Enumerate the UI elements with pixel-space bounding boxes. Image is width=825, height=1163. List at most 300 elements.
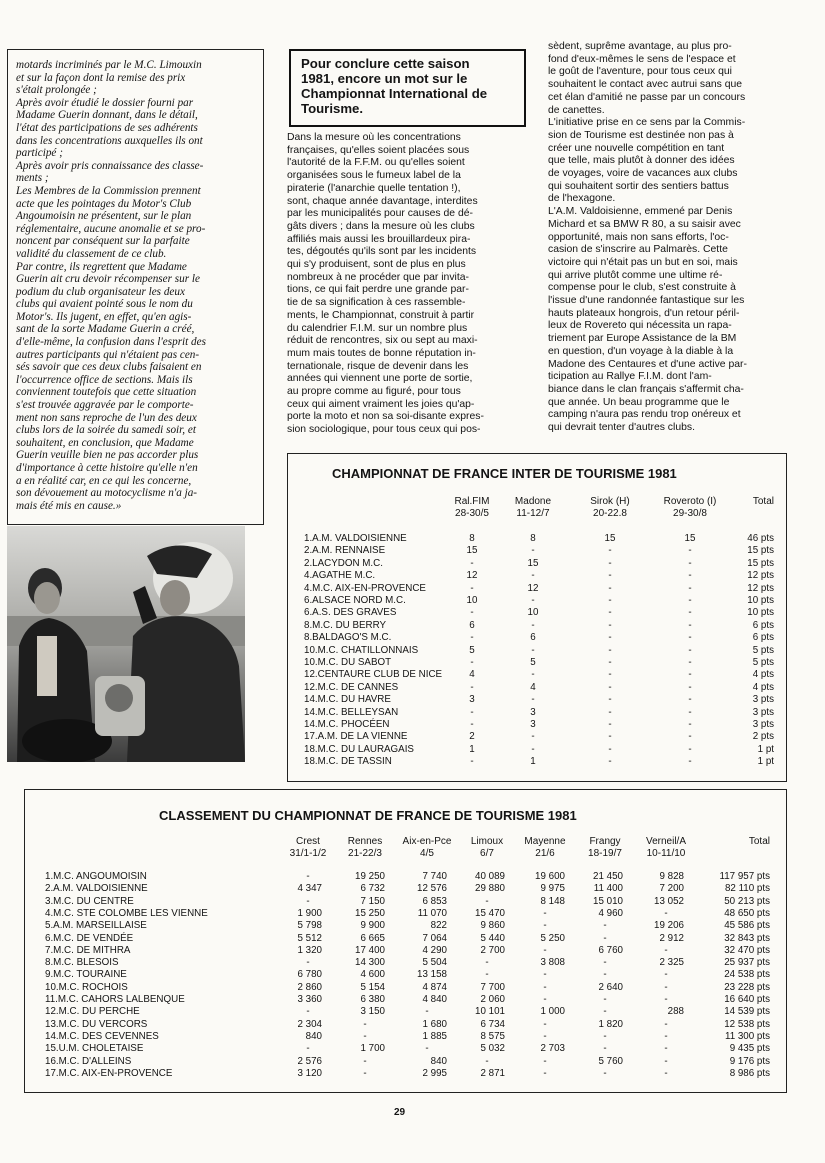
section-heading-box: Pour conclure cette saison 1981, encore un mot sur le Championnat International de Tourisme. [289,49,526,127]
classement-row-cell: - [664,1030,668,1042]
inter-row-cell: - [688,719,692,730]
inter-row-cell: - [688,694,692,706]
classement-row-cell: 5 760 [598,1055,623,1067]
inter-row-cell: - [608,719,612,730]
inter-row-cell: - [470,607,474,619]
inter-row-cell: 10 [466,595,478,606]
inter-row-total: 3 pts [752,706,774,718]
inter-row-cell: - [608,694,612,706]
inter-tourisme-table [287,453,787,782]
classement-row-cell: - [485,957,489,969]
inter-row-cell: 8 [530,533,536,544]
inter-row-cell: 6 [530,632,536,644]
inter-row-cell: 2 [469,731,475,743]
classement-row-cell: 2 640 [598,981,623,993]
inter-row-cell: - [531,694,535,706]
classement-row-cell: 7 150 [360,895,385,907]
inter-row-cell: - [688,731,692,743]
classement-row-club: 16.M.C. D'ALLEINS [45,1055,132,1067]
classement-header-total: Total [748,836,770,847]
inter-row-cell: - [688,681,692,693]
classement-header-0: Crest [296,836,320,847]
inter-row-cell: - [608,595,612,606]
classement-row-cell: 5 504 [422,957,447,969]
classement-row-cell: 12 576 [417,883,447,895]
inter-row-cell: - [688,570,692,582]
classement-row-club: 5.A.M. MARSEILLAISE [45,920,147,932]
classement-header-date-2: 4/5 [420,848,434,859]
inter-row-cell: - [688,545,692,557]
inter-row-cell: - [688,743,692,755]
classement-row-total: 9 435 pts [729,1043,770,1055]
inter-row-cell: - [608,632,612,644]
inter-row-club: 18.M.C. DE TASSIN [304,756,392,768]
inter-row-total: 4 pts [752,669,774,681]
inter-row-cell: - [531,570,535,582]
inter-row-cell: - [688,657,692,668]
inter-row-club: 12.M.C. DE CANNES [304,681,399,693]
inter-row-cell: 4 [469,669,475,681]
classement-row-cell: 13 158 [417,969,447,981]
inter-row-cell: - [688,582,692,594]
inter-row-cell: - [608,582,612,594]
classement-row-cell: 1 000 [540,1006,565,1018]
inter-header-1: Madone [514,496,552,507]
inter-row-cell: - [688,644,692,656]
inter-row-cell: 15 [684,533,696,544]
classement-row-cell: - [603,1030,607,1042]
classement-row-total: 24 538 pts [724,969,770,981]
inter-row-cell: - [688,619,692,631]
classement-row-cell: 2 860 [297,981,322,993]
classement-row-cell: - [664,969,668,981]
classement-row-cell: 288 [667,1006,684,1018]
inter-row-club: 6.A.S. DES GRAVES [304,607,397,619]
classement-row-cell: 1 700 [360,1043,385,1055]
inter-header-date-3: 29-30/8 [673,508,707,519]
inter-row-cell: - [470,706,474,718]
inter-row-cell: - [531,619,535,631]
inter-row-club: 14.M.C. DU HAVRE [304,694,391,706]
classement-row-cell: - [543,1067,547,1079]
inter-row-cell: 3 [530,719,536,730]
classement-row-cell: 19 600 [535,871,565,882]
classement-row-cell: 4 290 [422,944,447,956]
inter-row-cell: 3 [530,706,536,718]
classement-row-cell: - [306,1006,310,1018]
inter-row-cell: 8 [469,533,475,544]
inter-row-cell: - [688,595,692,606]
inter-row-cell: - [608,644,612,656]
inter-row-cell: - [470,719,474,730]
inter-row-club: 4.AGATHE M.C. [304,570,376,582]
classement-row-cell: 5 798 [297,920,322,932]
classement-row-club: 12.M.C. DU PERCHE [45,1006,140,1018]
inter-row-total: 1 pt [757,743,774,755]
inter-row-total: 4 pts [752,681,774,693]
classement-row-cell: 2 304 [297,1018,322,1030]
inter-row-cell: 1 [530,756,536,768]
classement-row-cell: 8 148 [540,895,565,907]
classement-row-cell: 14 300 [355,957,385,969]
classement-header-1: Rennes [347,836,383,847]
inter-row-club: 8.BALDAGO'S M.C. [304,632,392,644]
classement-row-cell: - [363,1055,367,1067]
classement-row-cell: - [306,957,310,969]
inter-row-cell: - [470,756,474,768]
inter-row-total: 1 pt [757,756,774,768]
classement-row-cell: 840 [305,1030,322,1042]
classement-row-cell: - [603,994,607,1005]
classement-row-total: 82 110 pts [724,883,770,895]
classement-header-date-3: 6/7 [480,848,494,859]
inter-row-total: 46 pts [747,533,774,544]
classement-row-cell: - [543,1055,547,1067]
classement-row-cell: 11 070 [417,907,447,919]
classement-row-cell: 4 600 [360,969,385,981]
classement-header-date-0: 31/1-1/2 [289,848,327,859]
classement-row-club: 11.M.C. CAHORS LALBENQUE [45,994,185,1005]
classement-row-cell: 21 450 [593,871,623,882]
classement-row-club: 3.M.C. DU CENTRE [45,895,134,907]
inter-row-club: 2.A.M. RENNAISE [304,545,386,557]
classement-row-cell: 1 820 [598,1018,623,1030]
classement-row-cell: - [603,920,607,932]
inter-row-total: 12 pts [747,582,774,594]
inter-row-club: 2.LACYDON M.C. [304,557,383,569]
classement-row-cell: 9 900 [360,920,385,932]
classement-row-cell: - [664,994,668,1005]
classement-row-total: 117 957 pts [719,871,770,882]
classement-row-cell: 5 250 [540,932,565,944]
classement-row-cell: - [425,1043,429,1055]
inter-row-cell: 12 [466,570,478,582]
inter-row-cell: - [531,743,535,755]
inter-row-cell: - [688,706,692,718]
classement-row-cell: 5 440 [480,932,505,944]
inter-row-club: 14.M.C. PHOCÉEN [304,719,390,730]
classement-row-total: 23 228 pts [724,981,770,993]
classement-row-cell: 5 512 [297,932,322,944]
classement-row-cell: 3 360 [297,994,322,1005]
inter-row-cell: - [608,706,612,718]
classement-row-cell: 5 032 [480,1043,505,1055]
classement-row-cell: - [603,1067,607,1079]
inter-row-total: 6 pts [752,632,774,644]
classement-row-club: 15.U.M. CHOLETAISE [45,1043,144,1055]
inter-header-2: Sirok (H) [590,496,630,507]
classement-row-cell: 1 885 [422,1030,447,1042]
classement-header-2: Aix-en-Pce [402,836,452,847]
classement-row-total: 11 300 pts [724,1030,770,1042]
classement-row-cell: 15 250 [355,907,385,919]
classement-row-cell: 1 680 [422,1018,447,1030]
classement-row-cell: 11 400 [593,883,623,895]
inter-row-cell: 4 [530,681,536,693]
classement-row-cell: - [543,1018,547,1030]
inter-row-club: 6.ALSACE NORD M.C. [304,595,406,606]
classement-row-cell: 7 064 [422,932,447,944]
classement-row-cell: 6 732 [360,883,385,895]
classement-row-cell: - [543,920,547,932]
inter-row-total: 2 pts [752,731,774,743]
classement-row-cell: 19 206 [654,920,684,932]
inter-row-cell: - [531,669,535,681]
classement-row-total: 32 470 pts [724,944,770,956]
classement-row-cell: 4 347 [297,883,322,895]
inter-row-club: 1.A.M. VALDOISIENNE [304,533,407,544]
classement-row-total: 8 986 pts [729,1067,770,1079]
classement-row-cell: - [543,907,547,919]
classement-row-cell: 6 665 [360,932,385,944]
classement-row-cell: 3 120 [297,1067,322,1079]
classement-header-4: Mayenne [524,836,566,847]
inter-row-cell: - [470,557,474,569]
classement-row-cell: - [485,969,489,981]
classement-row-cell: - [664,1018,668,1030]
inter-row-total: 10 pts [747,595,774,606]
classement-row-cell: 17 400 [355,944,385,956]
classement-row-cell: 2 995 [422,1067,447,1079]
classement-row-cell: 4 874 [422,981,447,993]
inter-row-club: 12.CENTAURE CLUB DE NICE [304,669,443,681]
inter-row-cell: - [608,731,612,743]
classement-row-cell: - [664,1067,668,1079]
inter-row-cell: - [531,731,535,743]
inter-header-date-1: 11-12/7 [516,508,550,519]
inter-header-date-0: 28-30/5 [455,508,489,519]
inter-row-cell: - [531,595,535,606]
inter-header-3: Roveroto (I) [663,496,717,507]
inter-row-cell: - [608,669,612,681]
classement-row-cell: - [603,957,607,969]
inter-row-cell: - [608,570,612,582]
classement-row-club: 14.M.C. DES CEVENNES [45,1030,159,1042]
classement-header-6: Verneil/A [645,836,687,847]
classement-row-cell: 15 010 [593,895,623,907]
classement-row-cell: - [543,944,547,956]
inter-row-cell: - [470,582,474,594]
inter-row-cell: - [531,644,535,656]
classement-row-cell: 7 700 [480,981,505,993]
inter-row-cell: 5 [469,644,475,656]
classement-header-3: Limoux [470,836,504,847]
left-article-box [7,49,264,525]
inter-row-cell: - [688,557,692,569]
classement-header-5: Frangy [589,836,621,847]
classement-row-total: 32 843 pts [724,932,770,944]
classement-row-cell: 9 975 [540,883,565,895]
classement-row-club: 10.M.C. ROCHOIS [45,981,128,993]
classement-row-cell: 13 052 [654,895,684,907]
inter-row-club: 14.M.C. BELLEYSAN [304,706,399,718]
classement-header-date-4: 21/6 [535,848,555,859]
classement-row-cell: 6 380 [360,994,385,1005]
classement-row-club: 9.M.C. TOURAINE [45,969,127,981]
classement-row-cell: 7 740 [422,871,447,882]
classement-row-cell: 7 200 [659,883,684,895]
inter-row-total: 15 pts [747,557,774,569]
classement-row-total: 45 586 pts [724,920,770,932]
classement-row-cell: 8 575 [480,1030,505,1042]
classement-row-club: 7.M.C. DE MITHRA [45,944,131,956]
classement-row-cell: - [603,1043,607,1055]
classement-row-cell: - [603,969,607,981]
classement-table-title: CLASSEMENT DU CHAMPIONNAT DE FRANCE DE TOURISME 1981 [159,808,577,823]
inter-row-cell: - [688,607,692,619]
classement-row-cell: - [664,907,668,919]
classement-row-cell: - [664,1043,668,1055]
inter-row-club: 17.A.M. DE LA VIENNE [304,731,408,743]
inter-row-club: 10.M.C. CHATILLONNAIS [304,644,419,656]
classement-header-date-6: 10-11/10 [646,848,686,859]
inter-row-cell: - [470,657,474,668]
classement-row-cell: - [363,1030,367,1042]
classement-row-cell: - [306,1043,310,1055]
classement-row-cell: - [664,981,668,993]
inter-row-total: 10 pts [747,607,774,619]
classement-row-cell: 40 089 [475,871,505,882]
classement-row-club: 4.M.C. STE COLOMBE LES VIENNE [45,907,208,919]
classement-row-cell: - [485,895,489,907]
classement-row-cell: - [543,981,547,993]
classement-row-cell: - [664,944,668,956]
inter-row-cell: 15 [604,533,616,544]
classement-row-cell: 1 320 [297,944,322,956]
classement-row-club: 8.M.C. BLESOIS [45,957,119,969]
classement-row-cell: 822 [430,920,447,932]
inter-row-cell: - [608,607,612,619]
classement-row-cell: 2 325 [659,957,684,969]
inter-row-cell: - [688,669,692,681]
classement-row-cell: - [543,1030,547,1042]
inter-row-cell: - [608,619,612,631]
motorcyclists-photo [7,526,245,762]
inter-row-total: 3 pts [752,694,774,706]
classement-row-cell: 6 853 [422,895,447,907]
classement-row-cell: 2 700 [480,944,505,956]
classement-row-cell: - [425,1006,429,1018]
classement-row-club: 1.M.C. ANGOUMOISIN [45,871,147,882]
classement-row-cell: 2 703 [540,1043,565,1055]
classement-row-cell: - [543,969,547,981]
classement-row-club: 2.A.M. VALDOISIENNE [45,883,148,895]
classement-row-cell: - [543,994,547,1005]
classement-row-cell: 9 828 [659,871,684,882]
inter-row-total: 5 pts [752,657,774,668]
classement-row-cell: 10 101 [475,1006,505,1018]
inter-header-0: Ral.FIM [454,496,490,507]
classement-row-total: 14 539 pts [724,1006,770,1018]
classement-header-date-1: 21-22/3 [348,848,382,859]
classement-row-cell: 6 760 [598,944,623,956]
inter-row-cell: - [608,756,612,768]
classement-row-total: 16 640 pts [724,994,770,1005]
inter-row-cell: 1 [469,743,475,755]
inter-row-club: 10.M.C. DU SABOT [304,657,392,668]
classement-row-total: 50 213 pts [724,895,770,907]
classement-row-club: 13.M.C. DU VERCORS [45,1018,148,1030]
classement-row-total: 25 937 pts [724,957,770,969]
classement-row-total: 48 650 pts [724,907,770,919]
inter-row-cell: - [608,657,612,668]
classement-row-cell: 3 150 [360,1006,385,1018]
classement-row-club: 6.M.C. DE VENDÉE [45,932,134,944]
right-article-text: sèdent, suprême avantage, au plus pro- fond d'eux-mêmes le sens de l'espace et le goût de l'aventure, pour tous ceux qui souhaitent le contact avec autrui sans que cet élan d'amitié ne passe par un concours de canettes. L'initiative prise en ce sens par la Commis- sion de Tourisme est destinée non pas à créer une nouvelle compétition en tant que telle, mais plutôt à donner des idées de voyages, voire de vacances aux clubs qui souhaitent sortir des sentiers battus de l'hexagone. L'A.M. Valdoisienne, emmené par Denis Michard et sa BMW R 80, a su saisir avec opportunité, mais non sans efforts, l'oc- casion de s'inscrire au Palmarès. Cette victoire qui n'était pas un but en soi, mais qui arrive plutôt comme une ultime ré- compense pour le club, s'est construite à l'issue d'une randonnée fantastique sur les hauts plateaux hongrois, d'un retour péril- leux de Rovereto qui nécessita un rapa- triement par Europe Assistance de la BM en question, d'un voyage à la diable à la Madone des Centaures et d'une active par- ticipation au Rallye F.I.M. dont l'am- biance dans le clan français s'affermit cha- que année. Un beau programme que le camping n'aura pas rendu trop onéreux et qui devrait tenter d'autres clubs. [548,41,747,434]
classement-row-cell: - [306,871,310,882]
inter-row-cell: 15 [466,545,478,557]
classement-row-cell: 3 808 [540,957,565,969]
inter-row-cell: - [688,632,692,644]
inter-row-cell: 5 [530,657,536,668]
inter-row-total: 12 pts [747,570,774,582]
classement-row-cell: - [603,932,607,944]
classement-row-total: 12 538 pts [724,1018,770,1030]
classement-row-club: 17.M.C. AIX-EN-PROVENCE [45,1067,173,1079]
inter-row-cell: - [470,681,474,693]
classement-row-cell: 6 734 [480,1018,505,1030]
classement-row-cell: 2 060 [480,994,505,1005]
classement-row-total: 9 176 pts [729,1055,770,1067]
inter-row-total: 6 pts [752,619,774,631]
inter-row-cell: 6 [469,619,475,631]
middle-article-text: Dans la mesure où les concentrations françaises, qu'elles soient placées sous l'autorité de la F.F.M. ou qu'elles soient organisées sous le fumeux label de la piraterie (l'anarchie quelle tentation !), sont, chaque année davantage, interdites par les municipalités pour causes de dé- gâts divers ; dans la mesure où les clubs affiliés mais aussi les brouillardeux pira- tes, dégoutés qu'ils sont par les incidents qui s'y produisent, sont de plus en plus nombreux à ne procéder que par invita- tions, ce qui fait perdre une grande par- tie de sa signification à ces rassemble- ments, le Championnat, construit à partir du calendrier F.I.M. sur un nombre plus réduit de rencontres, six ou sept au maxi- mum mais toutes de bonne réputation in- ternationale, risque de devenir dans les années qui viennent une porte de sortie, au propre comme au figuré, pour tous ceux qui aiment vraiment les joies qu'ap- porte la moto et non sa soi-disante expres- sion sociologique, pour tous ceux qui pos- [287,132,484,436]
inter-row-cell: - [531,545,535,557]
inter-row-total: 15 pts [747,545,774,557]
classement-row-cell: - [363,1018,367,1030]
inter-row-cell: - [688,756,692,768]
motorcyclists-photo-image [7,526,245,762]
inter-row-cell: - [470,632,474,644]
classement-row-cell: 5 154 [360,981,385,993]
inter-row-cell: 3 [469,694,475,706]
inter-row-club: 4.M.C. AIX-EN-PROVENCE [304,582,426,594]
classement-row-cell: 1 900 [297,907,322,919]
inter-header-total: Total [752,496,774,507]
classement-row-cell: 2 576 [297,1055,322,1067]
inter-row-total: 5 pts [752,644,774,656]
page-number: 29 [394,1107,406,1118]
classement-row-cell: 840 [430,1055,447,1067]
classement-row-cell: 2 912 [659,932,684,944]
classement-row-cell: - [363,1067,367,1079]
classement-row-cell: 29 880 [475,883,505,895]
classement-header-date-5: 18-19/7 [588,848,622,859]
inter-row-club: 8.M.C. DU BERRY [304,619,387,631]
inter-table-title: CHAMPIONNAT DE FRANCE INTER DE TOURISME 1981 [332,466,677,481]
championnat-tourisme-table [24,789,787,1093]
classement-row-cell: 4 960 [598,907,623,919]
classement-row-cell: - [664,1055,668,1067]
classement-row-cell: 19 250 [355,871,385,882]
inter-row-cell: - [608,557,612,569]
inter-row-cell: 15 [527,557,539,569]
left-article-text: motards incriminés par le M.C. Limouxin et sur la façon dont la remise des prix s'était prolongée ; Après avoir étudié le dossier fourni par Madame Guerin donnant, dans le détail, l'état des participations de ses adhérents dans les concentrations auxquelles ils ont participé ; Après avoir pris connaissance des classe- ments ; Les Membres de la Commission prennent acte que les pointages du Motor's Club Angoumoisin ne présentent, sur le plan réglementaire, aucune anomalie et se pro- noncent par conséquent sur la parfaite validité du classement de ce club. Par contre, ils regrettent que Madame Guerin ait cru devoir récompenser sur le podium du club organisateur les deux clubs qui avaient pointé sous le nom du Motor's. Ils jugent, en effet, qu'en agis- sant de la sorte Madame Guerin a créé, d'elle-même, la confusion dans l'esprit des autres participants qui n'étaient pas cen- sés savoir que ces deux clubs faisaient en l'occurrence office de sections. Mais ils conviennent toutefois que cette situation s'est trouvée aggravée par le comporte- ment non sans reproche de l'un des deux clubs lors de la soirée du samedi soir, et souhaitent, en conclusion, que Madame Guerin veuille bien ne pas accorder plus d'importance à cette histoire qu'elle n'en a en réalité car, en ce qui les concerne, son dévouement au motocyclisme n'a ja- mais été mis en cause.» [16,59,206,512]
inter-row-cell: - [608,681,612,693]
classement-row-cell: 6 780 [297,969,322,981]
classement-row-cell: 9 860 [480,920,505,932]
inter-row-cell: 12 [527,582,539,594]
inter-row-cell: - [608,743,612,755]
inter-row-cell: 10 [527,607,539,619]
classement-row-cell: - [603,1006,607,1018]
classement-row-cell: 4 840 [422,994,447,1005]
classement-row-cell: 15 470 [475,907,505,919]
inter-row-total: 3 pts [752,719,774,730]
inter-header-date-2: 20-22.8 [593,508,627,519]
inter-row-cell: - [608,545,612,557]
inter-row-club: 18.M.C. DU LAURAGAIS [304,743,414,755]
